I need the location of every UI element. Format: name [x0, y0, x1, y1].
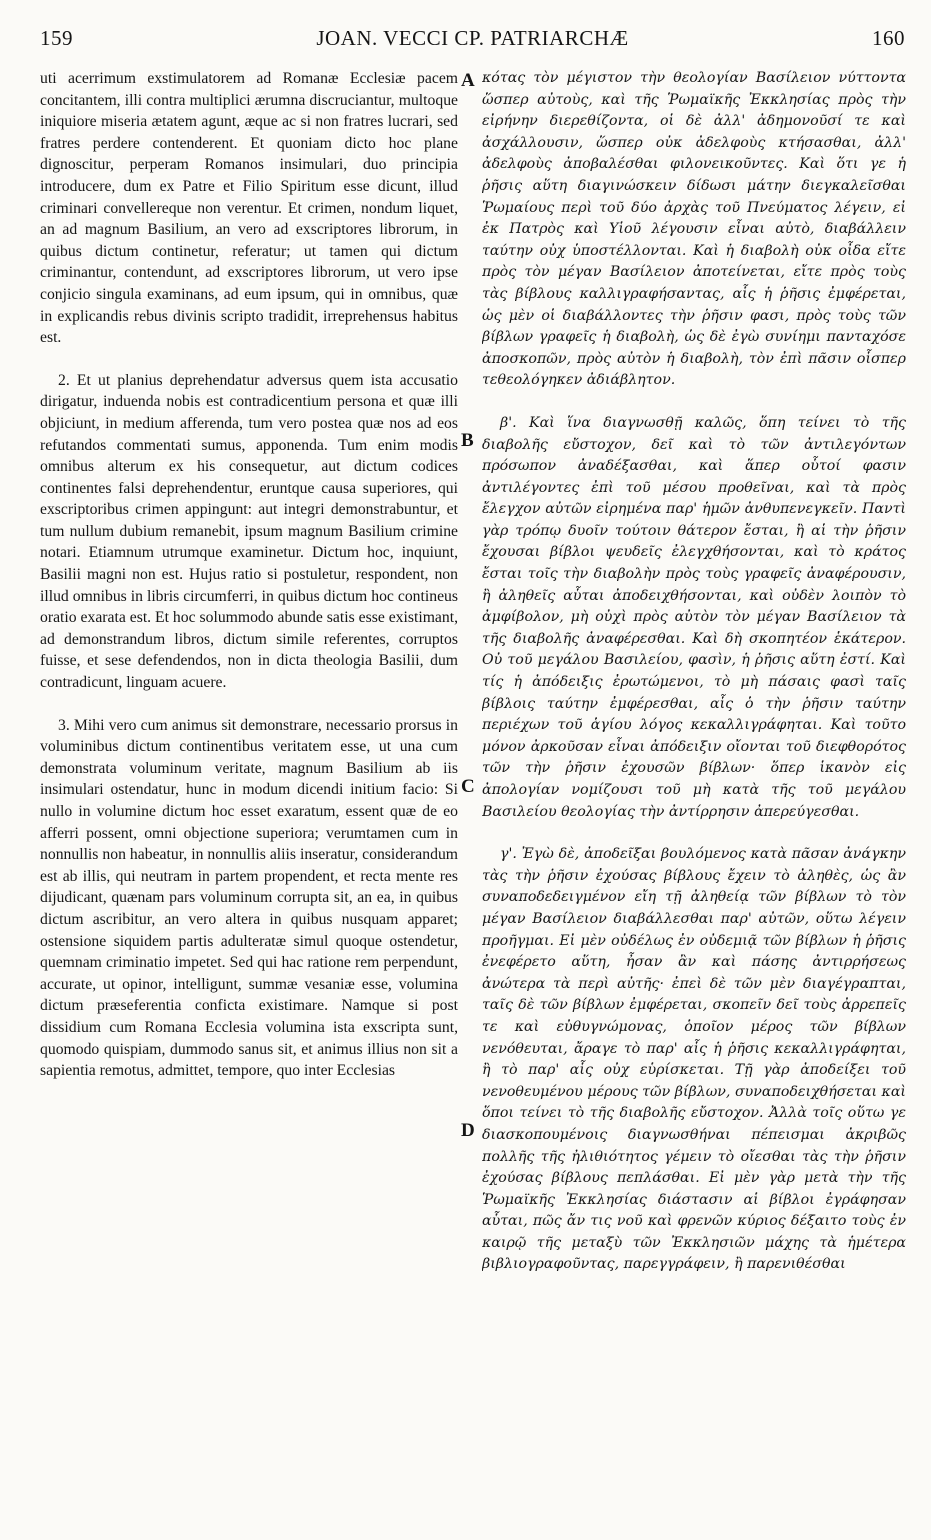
section-marker-c: C — [461, 776, 475, 797]
running-header — [40, 26, 905, 58]
greek-column — [482, 68, 906, 1528]
latin-paragraph-1: uti acerrimum exstimulatorem ad Romanæ Ecclesiæ pacem concitantem, illi contra multiplici ærumna discruciantur, multoque iniquiore miseria ætatem agunt, æque ac si non fratres lucrari, sed fratres perdere contenderent. Et quoniam dicto hoc plane dignoscitur, perperam Romanos insimulari, duo principia introducere, dum ex Patre et Filio Spiritum esse dicunt, illud criminari convellereque non verentur. Et crimen, nondum liquet, an ad magnum Basilium, an vero ad exscriptores librorum, in quibus dictum continetur, referatur; ut tamen qui dictum criminantur, contendunt, ad exscriptores librorum, ut vero ipse conjicio singula examinans, ad eum ipsum, qui in omnibus, quæ in explicandis rebus divinis scripto tradidit, irreprehensus habitus est. — [40, 70, 458, 347]
latin-paragraph-2: 2. Et ut planius deprehendatur adversus quem ista accusatio dirigatur, induenda nobis est contradicentium persona et quæ illi objiciunt, in medium afferenda, tum vero postea quæ nos ad eos refutandos commentati sumus, apponenda. Tum enim modis omnibus alterum ex his consequetur, aut dictum codices continentes falsi deprehendentur, eruntque causa superiores, qui exscriptoribus crimen appingunt: aut integri demonstrabuntur, et tum nullum dubium remanebit, ipsum magnum Basilium crimine notari. Etiamnum utrumque examinetur. Dictum hoc, inquiunt, Basilii magni non est. Hujus ratio si postuletur, respondent, non illud omnibus in libris circumferri, in quibus dictum hoc contineus oratio exarata est. Et hoc solummodo abunde satis esse existimant, ad demonstrandum libros, dictum simile referentes, corruptos fuisse, et sese defendendos, non in dicta theologia Basilii, dum contradicunt, linguam acuere. — [40, 371, 458, 692]
section-marker-d: D — [461, 1120, 475, 1141]
latin-column — [40, 68, 458, 1528]
greek-paragraph-3: γ'. Ἐγὼ δὲ, ἀποδεῖξαι βουλόμενος κατὰ πᾶσαν ἀνάγκην τὰς τὴν ῥῆσιν ἐχούσας βίβλους ἔχειν τὸ ἀληθὲς, ὡς ἂν συναποδεδειγμένον εἴη τῇ ἀληθείᾳ τῶν βίβλων τὸ τὸν μέγαν Βασίλειον διαβάλλεσθαι παρ' αὐτῶν, οὕτω λέγειν προῆγμαι. Εἰ μὲν οὐδέλως ἐν οὐδεμιᾷ τῶν βίβλων ἡ ῥῆσις ἐνεφέρετο αὕτη, ἦσαν ἂν καὶ πάσης ἀντιρρήσεως ἀνώτερα τὰ περὶ αὐτῆς· ἐπεὶ δὲ τῶν μὲν διαγέγραπται, ταῖς δὲ τῶν βίβλων ἐμφέρεται, σκοπεῖν δεῖ τοὺς ἀρρεπεῖς τε καὶ εὐθυγνώμονας, ὁποῖον μέρος τῶν βίβλων νενόθευται, ἄραγε τὸ παρ' αἷς ἡ ῥῆσις κεκαλλιγράφηται, ἢ τὸ παρ' αἷς οὐχ εὑρίσκεται. Τῇ γὰρ ἀποδείξει τοῦ νενοθευμένου μέρους τῶν βίβλων, συναποδειχθήσεται καὶ ὅποι τείνει τὸ τῆς διαβολῆς εὔστοχον. Ἀλλὰ τοῖς οὕτω γε διασκοπουμένοις διαγνωσθήναι πέπεισμαι ἀκριβῶς πολλῆς τῆς ἠλιθιότητος γέμειν τὸ οἴεσθαι τὰς τὴν ῥῆσιν ἐχούσας βίβλους πεπλάσθαι. Εἰ μὲν γὰρ μετὰ τὴν τῆς Ῥωμαϊκῆς Ἐκκλησίας διάστασιν αἱ βίβλοι ἐγράφησαν αὗται, πῶς ἄν τις νοῦ καὶ φρενῶν κύριος δέξαιτο τοὺς ἐν καιρῷ τῆς μεταξὺ τῶν Ἐκκλησιῶν μάχης τὰ ἡμέτερα βιβλιογραφοῦντας, παρεγγράφειν, ἢ παρενιθέσθαι — [482, 846, 906, 1273]
latin-paragraph-3: 3. Mihi vero cum animus sit demonstrare, necessario prorsus in voluminibus dictum continentibus veritatem esse, ut una cum demonstrata voluminum veritate, magnum Basilium ab iis insimulari ostendatur, hunc in modum dicendi initium facio: Si nullo in volumine dictum hoc esset exaratum, essent quæ de eo afferri possent, omni objectione superiora; verumtamen cum in nonnullis non habeatur, in nonnullis aliis inseratur, considerandum est ab illis, qui neutram in partem propendent, et recta mente res dijudicant, quænam pars voluminum corrupta sit, an ea, in quibus dictum ascribitur, an vero altera in quibus nusquam apparet; ostensione siquidem partis adulteratæ simul quoque ostendetur, quemnam criminatio impetet. Sed qui hac ratione rem perpendunt, accurate, ut opinor, intelligunt, summæ vesaniæ esse, volumina dictum præseferentia conficta existimare. Namque si post dissidium cum Romana Ecclesia volumina ista exscripta sunt, quomodo quispiam, dummodo sanus sit, et animus illius non sit a sapientia remotus, admittet, tempore, quo inter Ecclesias — [40, 716, 458, 1080]
section-marker-b: B — [461, 430, 474, 451]
section-marker-a: A — [461, 70, 475, 91]
greek-paragraph-2: β'. Καὶ ἵνα διαγνωσθῇ καλῶς, ὅπη τείνει τὸ τῆς διαβολῆς εὔστοχον, δεῖ καὶ τὸ τῶν ἀντιλεγόντων πρόσωπον ἀναδέξασθαι, καὶ ἅπερ οὗτοί φασιν ἀντιλέγοντες ἐπὶ τοῦ μέσου προθεῖναι, καὶ τὰ πρὸς ἔλεγχον αὐτῶν εἰρημένα παρ' ἡμῶν ἀνθυπενεγκεῖν. Παντὶ γὰρ τρόπῳ δυοῖν τούτοιν θάτερον ἔσται, ἢ αἱ τὴν ῥῆσιν ἔχουσαι βίβλοι ψευδεῖς ἐλεγχθήσονται, καὶ τὸ κράτος ἔσται τοῖς τὴν διαβολὴν πρὸς τοὺς γραφεῖς ἀναφέρουσιν, ἢ ἀληθεῖς αὗται ἀποδειχθήσονται, καὶ οὐδὲν λοιπὸν τὸ ἀμφίβολον, μὴ οὐχὶ πρὸς αὐτὸν τὸν μέγαν Βασίλειον τὰ τῆς διαβολῆς ἀναφέρεσθαι. Καὶ δὴ σκοπητέον ἑκάτερον. Οὐ τοῦ μεγάλου Βασιλείου, φασὶν, ἡ ῥῆσις αὕτη ἐστί. Καὶ τίς ἡ ἀπόδειξις ἐρωτώμενοι, τὸ μὴ πάσαις φασὶ ταῖς βίβλοις ταύτην ἐμφέρεσθαι, αἷς ὁ τὴν ῥῆσιν ταύτην περιέχων τοῦ ἁγίου λόγος κεκαλλιγράφηται. Καὶ τοῦτο μόνον ἀρκοῦσαν εἶναι ἀπόδειξιν οἴονται τοῦ διεφθορότος τῶν τὴν ῥῆσιν ἐχουσῶν βίβλων· ὅπερ ἱκανὸν εἰς ἀπολογίαν νομίζουσι τοῦ μὴ κατὰ τῆς τοῦ μεγάλου Βασιλείου θεολογίας τὴν ἀντίρρησιν ἀπερεύγεσθαι. — [482, 414, 906, 820]
running-title: JOAN. VECCI CP. PATRIARCHÆ — [316, 26, 629, 50]
page-number-right: 160 — [872, 26, 905, 50]
greek-paragraph-1: κότας τὸν μέγιστον τὴν θεολογίαν Βασίλειον νύττοντα ὥσπερ αὐτοὺς, καὶ τῆς Ῥωμαϊκῆς Ἐκκλησίας πρὸς τὴν εἰρήνην διερεθίζοντα, οἱ δὲ ἀλλ' ἀδημονοῦσί τε καὶ ἀσχάλλουσιν, ὥσπερ οὐκ ἀδελφοὺς κτήσασθαι, ἀλλ' ἀδελφοὺς ἀποβαλέσθαι φιλονεικοῦντες. Καὶ ὅτι γε ἡ ῥῆσις αὕτη διαγινώσκειν δίδωσι μάτην διεγκαλεῖσθαι Ῥωμαίους περὶ τοῦ δύο ἀρχὰς τοῦ Πνεύματος λέγειν, εἰ ἐκ Πατρὸς καὶ Υἱοῦ λέγουσιν εἶναι αὐτὸ, διαβάλλειν ταύτην οὐχ ὑποστέλλονται. Καὶ ἡ διαβολὴ οὐκ οἶδα εἴτε πρὸς τὸν μέγαν Βασίλειον ἀποτείνεται, εἴτε πρὸς τοὺς τὰς βίβλους καλλιγραφήσαντας, αἷς ἡ ῥῆσις ἐμφέρεται, ὡς μὲν οἱ διαβάλλοντες τὴν ῥῆσιν φασι, πρὸς τοὺς τῶν βίβλων γραφεῖς ἡ διαβολὴ, ὡς δὲ ἐγὼ συνίημι πανταχόσε ἀποσκοπῶν, πρὸς αὐτὸν ἡ διαβολὴ, τὸν ἐπὶ πᾶσιν οἷσπερ τεθεολόγηκεν ἀδιάβλητον. — [482, 70, 906, 389]
page-number-left: 159 — [40, 26, 73, 50]
